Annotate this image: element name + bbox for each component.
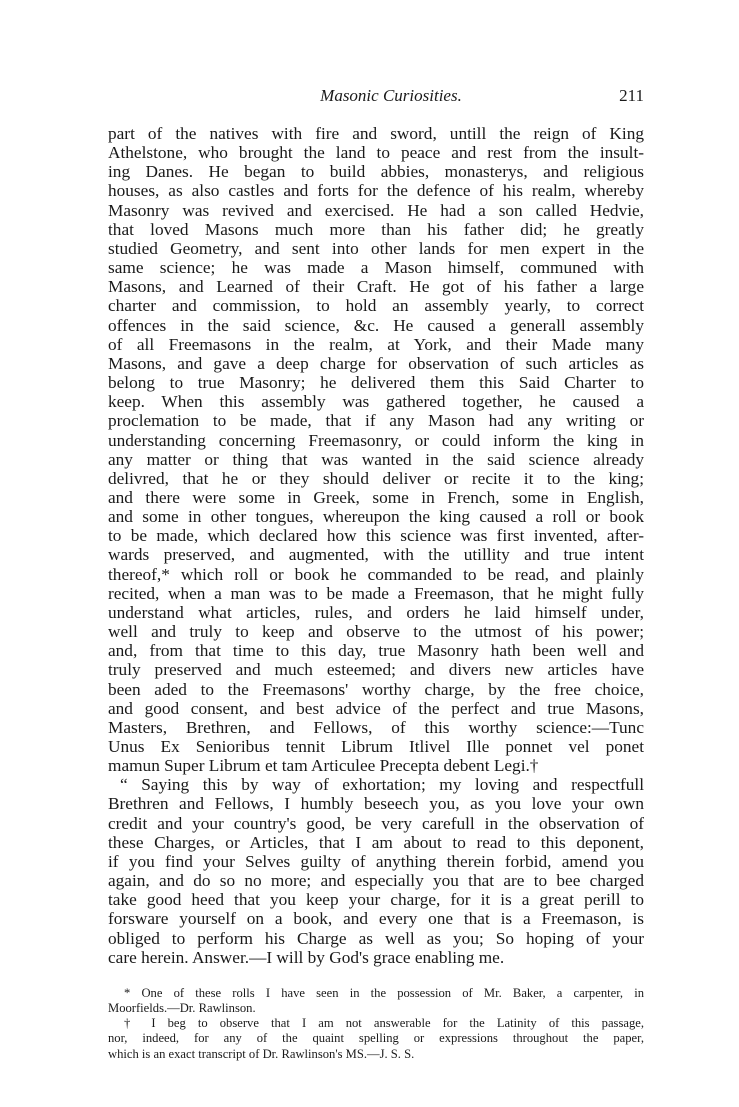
text-line: been aded to the Freemasons' worthy charge, by the free choice, <box>108 679 644 699</box>
text-line: if you find your Selves guilty of anything therein forbid, amend you <box>108 851 644 871</box>
text-line: ing Danes. He began to build abbies, monasterys, and religious <box>108 162 644 182</box>
text-line: thereof,* which roll or book he commanded to be read, and plainly <box>108 564 644 584</box>
text-line: to be made, which declared how this science was first invented, after- <box>108 526 644 546</box>
text-line: “ Saying this by way of exhortation; my loving and respectfull <box>120 775 644 795</box>
text-line: Athelstone, who brought the land to peace and rest from the insult- <box>108 143 644 163</box>
footnote-line: which is an exact transcript of Dr. Rawlinson's MS.—J. S. S. <box>108 1046 415 1061</box>
footnote-line: nor, indeed, for any of the quaint spelling or expressions throughout the paper, <box>108 1031 644 1046</box>
text-line: houses, as also castles and forts for the defence of his realm, whereby <box>108 181 644 201</box>
text-line: take good heed that you keep your charge, for it is a great perill to <box>108 890 644 910</box>
page-header <box>108 86 644 114</box>
text-line: mamun Super Librum et tam Articulee Precepta debent Legi.† <box>108 756 539 776</box>
text-line: that loved Masons much more than his father did; he greatly <box>108 219 644 239</box>
text-line: offences in the said science, &c. He caused a generall assembly <box>108 315 644 335</box>
text-line: credit and your country's good, be very carefull in the observation of <box>108 813 644 833</box>
body-text <box>108 124 644 967</box>
text-line: truly preserved and much esteemed; and divers new articles have <box>108 660 644 680</box>
text-line: and good consent, and best advice of the perfect and true Masons, <box>108 698 644 718</box>
text-line: these Charges, or Articles, that I am about to read to this deponent, <box>108 832 644 852</box>
text-line: Masons, and gave a deep charge for observation of such articles as <box>108 353 644 373</box>
text-line: same science; he was made a Mason himself, communed with <box>108 258 644 278</box>
footnote-line: † I beg to observe that I am not answerable for the Latinity of this passage, <box>124 1016 644 1031</box>
footnotes <box>108 986 644 1062</box>
text-line: proclemation to be made, that if any Mason had any writing or <box>108 411 644 431</box>
text-line: of all Freemasons in the realm, at York, and their Made many <box>108 334 644 354</box>
text-line: Masons, and Learned of their Craft. He got of his father a large <box>108 277 644 297</box>
text-line: Brethren and Fellows, I humbly beseech you, as you love your own <box>108 794 644 814</box>
text-line: charter and commission, to hold an assembly yearly, to correct <box>108 296 644 316</box>
text-line: any matter or thing that was wanted in the said science already <box>108 449 644 469</box>
text-line: care herein. Answer.—I will by God's grace enabling me. <box>108 947 505 967</box>
text-line: well and truly to keep and observe to the utmost of his power; <box>108 622 644 642</box>
text-line: understanding concerning Freemasonry, or could inform the king in <box>108 430 644 450</box>
running-title: Masonic Curiosities. <box>320 86 462 105</box>
text-line: Masters, Brethren, and Fellows, of this worthy science:—Tunc <box>108 717 644 737</box>
text-line: delivred, that he or they should deliver or recite it to the king; <box>108 468 644 488</box>
text-line: wards preserved, and augmented, with the utillity and true intent <box>108 545 644 565</box>
text-line: Unus Ex Senioribus tennit Librum Itlivel Ille ponnet vel ponet <box>108 737 644 756</box>
text-line: again, and do so no more; and especially you that are to bee charged <box>108 871 644 891</box>
text-line: forsware yourself on a book, and every one that is a Freemason, is <box>108 909 644 929</box>
text-line: studied Geometry, and sent into other lands for men expert in the <box>108 238 644 258</box>
text-line: part of the natives with fire and sword, untill the reign of King <box>108 124 644 143</box>
text-line: obliged to perform his Charge as well as you; So hoping of your <box>108 928 644 948</box>
text-line: Masonry was revived and exercised. He had a son called Hedvie, <box>108 200 644 220</box>
text-line: and there were some in Greek, some in French, some in English, <box>108 487 644 507</box>
footnote-line: Moorfields.—Dr. Rawlinson. <box>108 1001 256 1016</box>
text-line: recited, when a man was to be made a Freemason, that he might fully <box>108 583 644 603</box>
footnote-line: * One of these rolls I have seen in the possession of Mr. Baker, a carpenter, in <box>124 985 644 1000</box>
text-line: keep. When this assembly was gathered together, he caused a <box>108 392 644 412</box>
text-line: and some in other tongues, whereupon the king caused a roll or book <box>108 507 644 527</box>
text-line: understand what articles, rules, and orders he laid himself under, <box>108 602 644 622</box>
page-number: 211 <box>619 86 644 105</box>
page <box>108 86 644 1062</box>
text-line: belong to true Masonry; he delivered them this Said Charter to <box>108 373 644 393</box>
text-line: and, from that time to this day, true Masonry hath been well and <box>108 641 644 661</box>
